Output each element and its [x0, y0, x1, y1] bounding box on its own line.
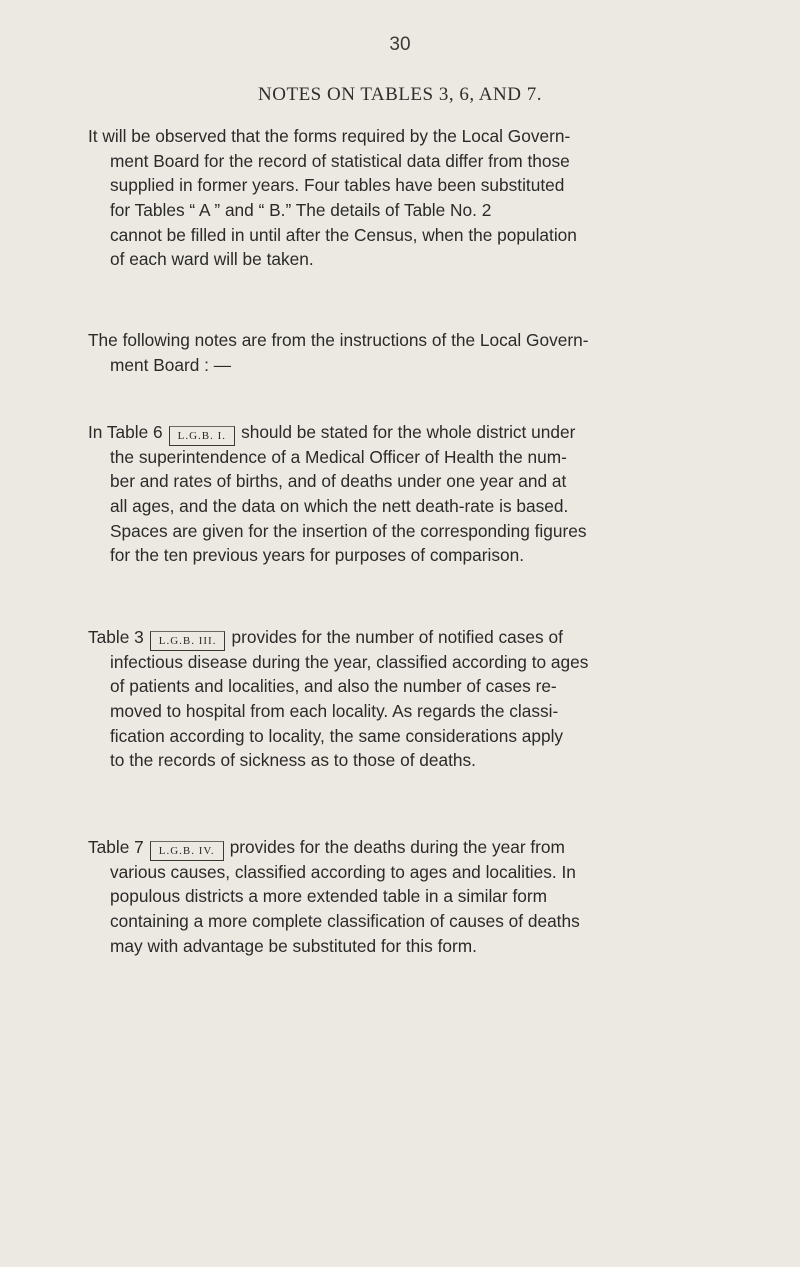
page-title: NOTES ON TABLES 3, 6, AND 7. [258, 84, 542, 105]
text-line: cannot be filled in until after the Census, when the population [110, 224, 577, 245]
lead-rest: provides for the number of notified cases of [231, 627, 563, 647]
text-line: for the ten previous years for purposes of comparison. [110, 545, 524, 566]
lead-text: In Table 6 [88, 422, 163, 442]
lead-rest: should be stated for the whole district under [241, 422, 576, 442]
text-line: It will be observed that the forms required by the Local Govern- [88, 126, 571, 146]
text-line: infectious disease during the year, classified according to ages [110, 651, 589, 672]
text-line: fication according to locality, the same considerations apply [110, 725, 564, 746]
text-line: the superintendence of a Medical Officer of Health the num- [110, 446, 567, 467]
form-reference-box: L.G.B. I. [169, 426, 235, 446]
text-line: for Tables “ A ” and “ B.” The details of Table No. 2 [110, 200, 492, 221]
page-number: 30 [389, 34, 411, 55]
form-reference-box: L.G.B. III. [150, 631, 226, 651]
text-line: may with advantage be substituted for this form. [110, 935, 477, 956]
paragraph-table-6 [88, 420, 720, 568]
text-line: various causes, classified according to ages and localities. In [110, 861, 576, 882]
text-line [88, 835, 720, 860]
text-line: ber and rates of births, and of deaths under one year and at [110, 471, 567, 492]
paragraph-table-3 [88, 625, 720, 773]
text-line: containing a more complete classification of causes of deaths [110, 911, 580, 932]
text-line: of each ward will be taken. [110, 249, 314, 270]
text-line: of patients and localities, and also the number of cases re- [110, 676, 557, 697]
lead-text: Table 3 [88, 627, 144, 647]
lead-text: Table 7 [88, 837, 144, 857]
text-line: The following notes are from the instructions of the Local Govern- [88, 330, 589, 350]
text-line: moved to hospital from each locality. As regards the classi- [110, 701, 559, 722]
paragraph-table-7 [88, 835, 720, 958]
text-line: Spaces are given for the insertion of the corresponding figures [110, 520, 587, 541]
text-line: populous districts a more extended table in a similar form [110, 886, 548, 907]
text-line [88, 625, 720, 650]
text-line [88, 420, 720, 445]
text-line: all ages, and the data on which the nett death-rate is based. [110, 496, 569, 517]
form-reference-box: L.G.B. IV. [150, 841, 224, 861]
lead-rest: provides for the deaths during the year from [229, 837, 565, 857]
paragraph-instructions-intro [88, 328, 720, 377]
text-line: ment Board for the record of statistical data differ from those [110, 150, 570, 171]
text-line: ment Board : — [110, 354, 232, 375]
text-line: to the records of sickness as to those of deaths. [110, 750, 476, 771]
paragraph-observations [88, 124, 720, 272]
text-line: supplied in former years. Four tables have been substituted [110, 175, 565, 196]
